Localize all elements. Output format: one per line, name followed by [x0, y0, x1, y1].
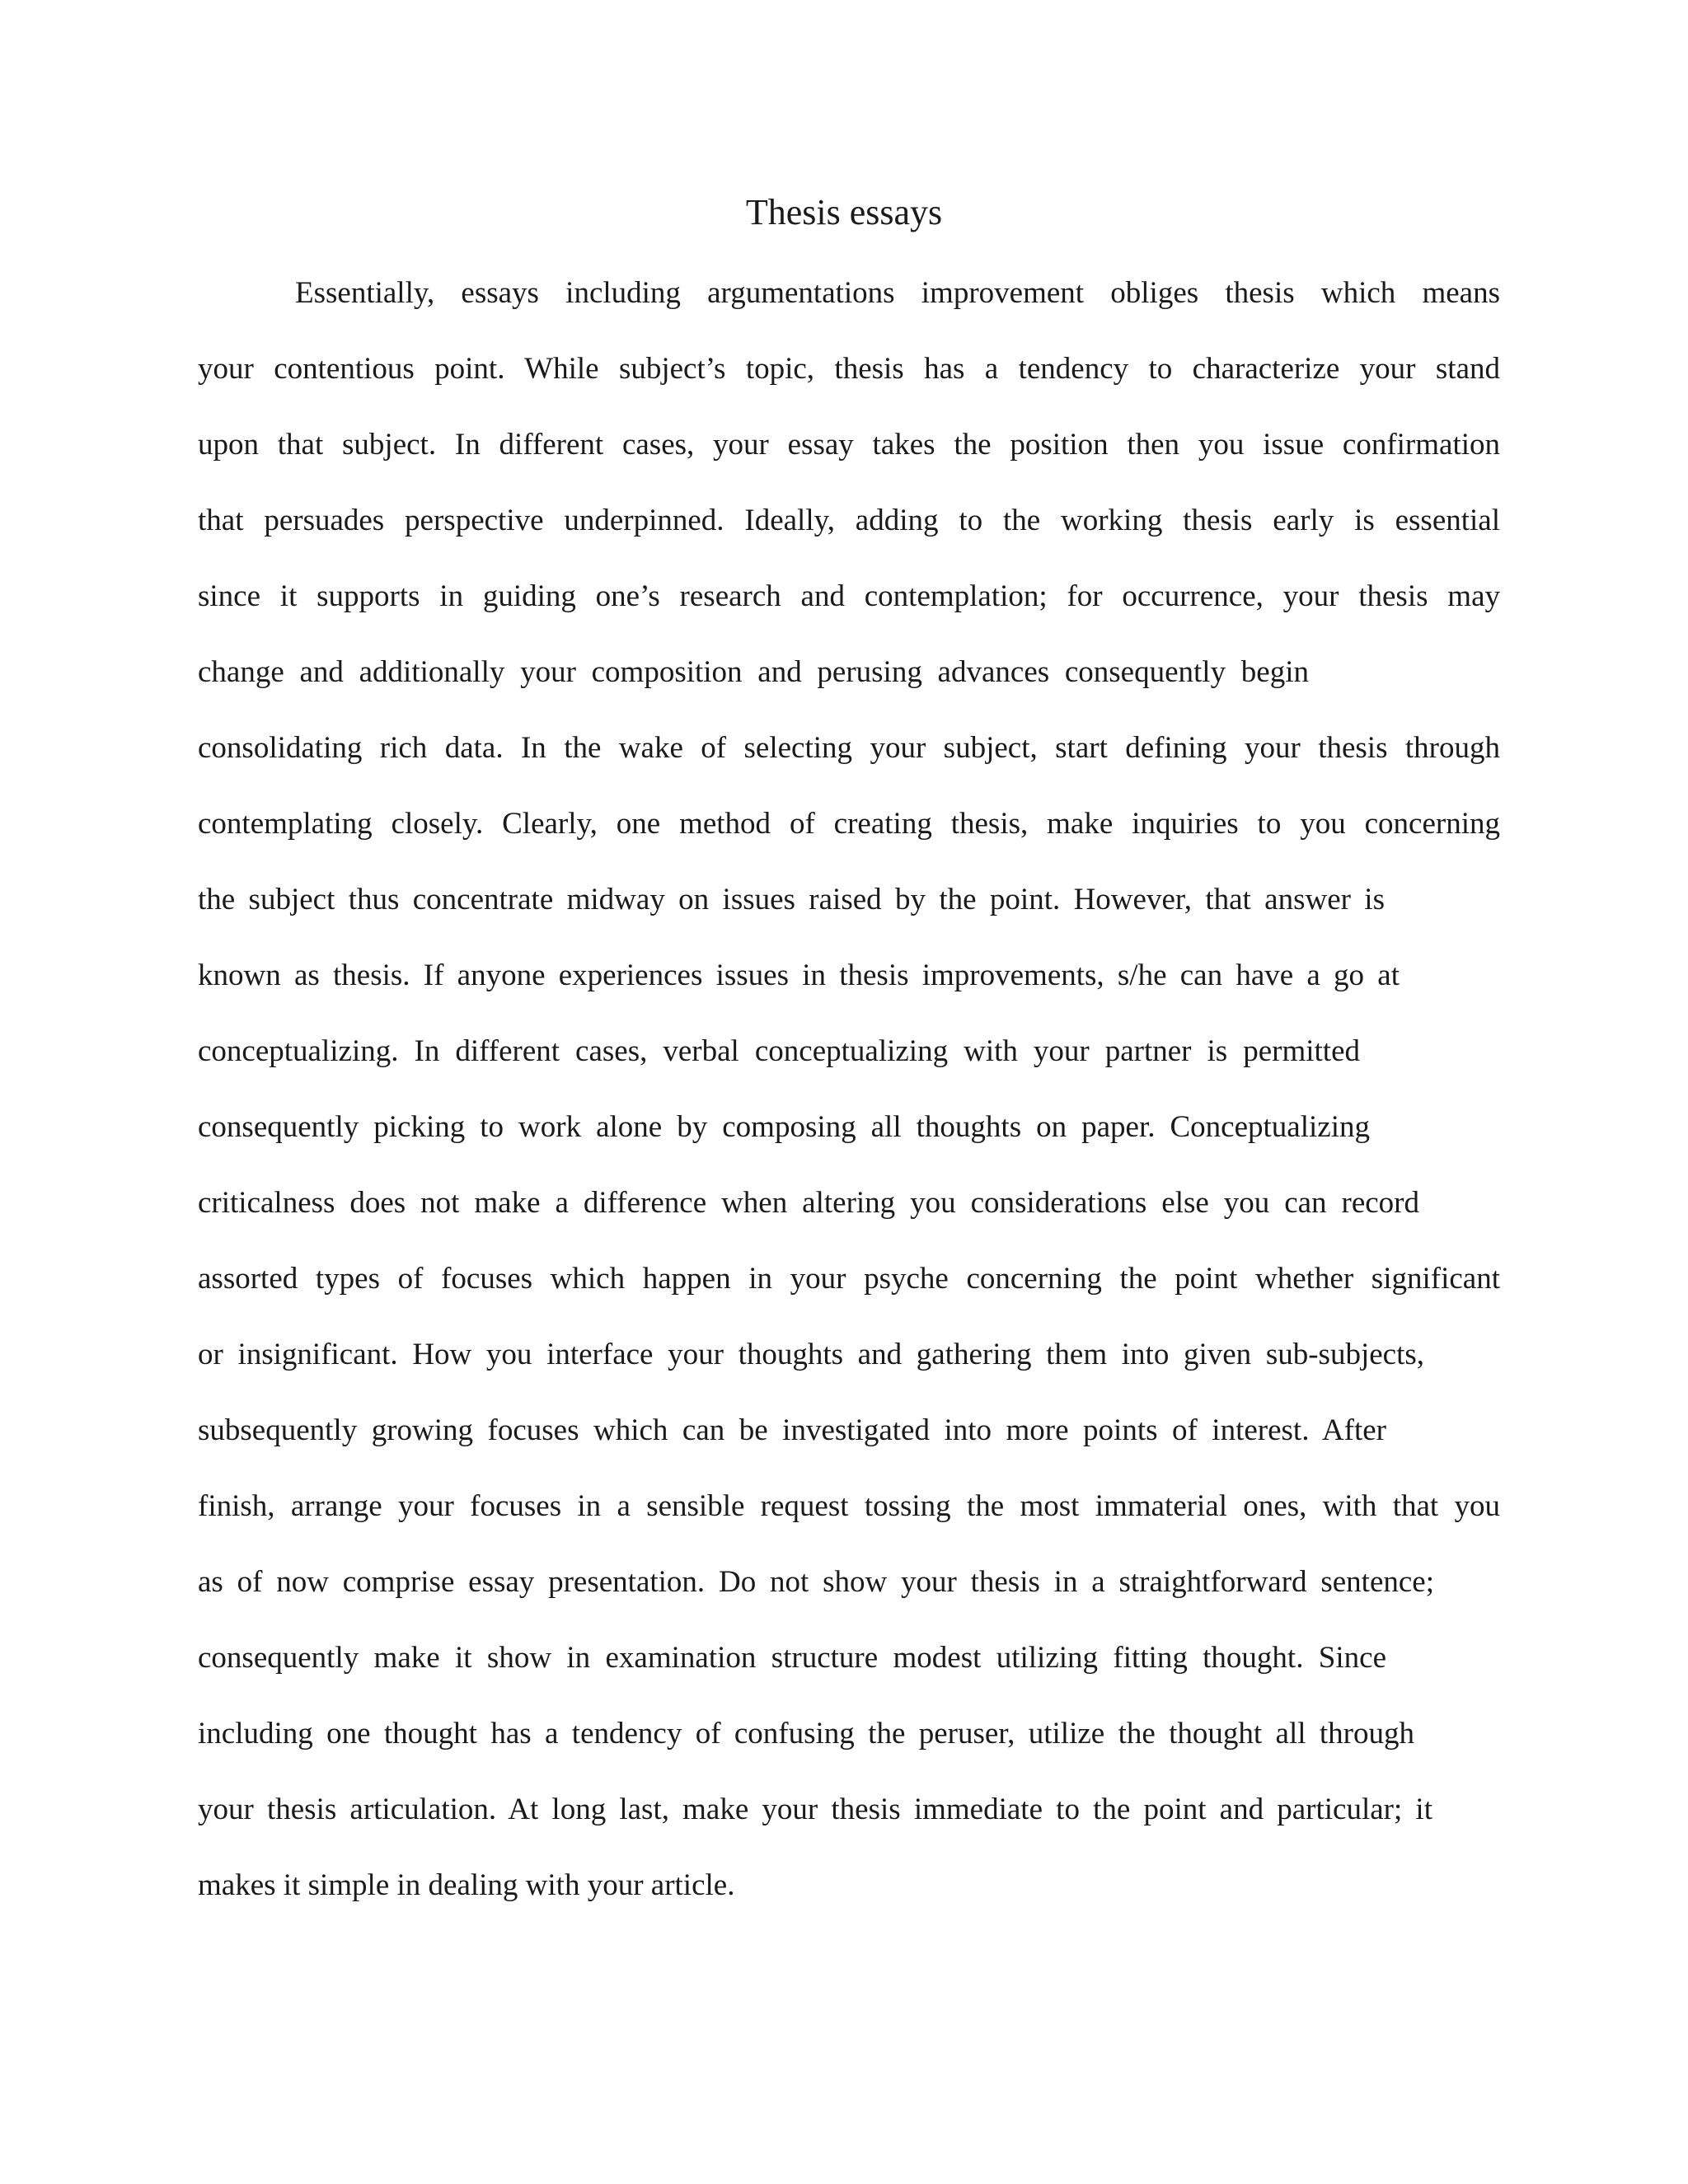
- paragraph-line: subsequently growing focuses which can be investigated into more points of interest. After: [198, 1413, 1386, 1447]
- paragraph-line: makes it simple in dealing with your article.: [198, 1868, 735, 1902]
- paragraph-line: your thesis articulation. At long last, make your thesis immediate to the point and particular; it: [198, 1793, 1432, 1826]
- paragraph-line: change and additionally your composition and perusing advances consequently begin: [198, 655, 1309, 689]
- paragraph-line: finish, arrange your focuses in a sensible request tossing the most immaterial ones, with that you: [198, 1489, 1500, 1523]
- paragraph-line: assorted types of focuses which happen in your psyche concerning the point whether significant: [198, 1262, 1500, 1296]
- paragraph-line: conceptualizing. In different cases, verbal conceptualizing with your partner is permitted: [198, 1034, 1360, 1068]
- paragraph-line: Essentially, essays including argumentations improvement obliges thesis which means: [295, 276, 1500, 310]
- paragraph-line: including one thought has a tendency of confusing the peruser, utilize the thought all through: [198, 1717, 1414, 1750]
- paragraph-line: criticalness does not make a difference when altering you considerations else you can record: [198, 1186, 1419, 1220]
- paragraph-line: known as thesis. If anyone experiences issues in thesis improvements, s/he can have a go at: [198, 958, 1400, 992]
- paragraph-line: your contentious point. While subject’s topic, thesis has a tendency to characterize your stand: [198, 352, 1500, 386]
- paragraph-line: contemplating closely. Clearly, one method of creating thesis, make inquiries to you concerning: [198, 807, 1500, 841]
- essay-paragraph: [198, 267, 1500, 1935]
- paragraph-line: that persuades perspective underpinned. Ideally, adding to the working thesis early is essential: [198, 504, 1500, 537]
- paragraph-line: consequently picking to work alone by composing all thoughts on paper. Conceptualizing: [198, 1110, 1370, 1144]
- page-title: Thesis essays: [745, 192, 943, 232]
- paragraph-line: the subject thus concentrate midway on issues raised by the point. However, that answer is: [198, 883, 1385, 916]
- paragraph-line: or insignificant. How you interface your thoughts and gathering them into given sub-subjects,: [198, 1338, 1424, 1371]
- paragraph-line: since it supports in guiding one’s research and contemplation; for occurrence, your thesis may: [198, 579, 1500, 613]
- paragraph-line: consequently make it show in examination structure modest utilizing fitting thought. Since: [198, 1641, 1386, 1675]
- paragraph-line: consolidating rich data. In the wake of selecting your subject, start defining your thesis through: [198, 731, 1500, 765]
- paragraph-line: upon that subject. In different cases, your essay takes the position then you issue confirmation: [198, 428, 1500, 462]
- paragraph-line: as of now comprise essay presentation. Do not show your thesis in a straightforward sentence;: [198, 1565, 1434, 1599]
